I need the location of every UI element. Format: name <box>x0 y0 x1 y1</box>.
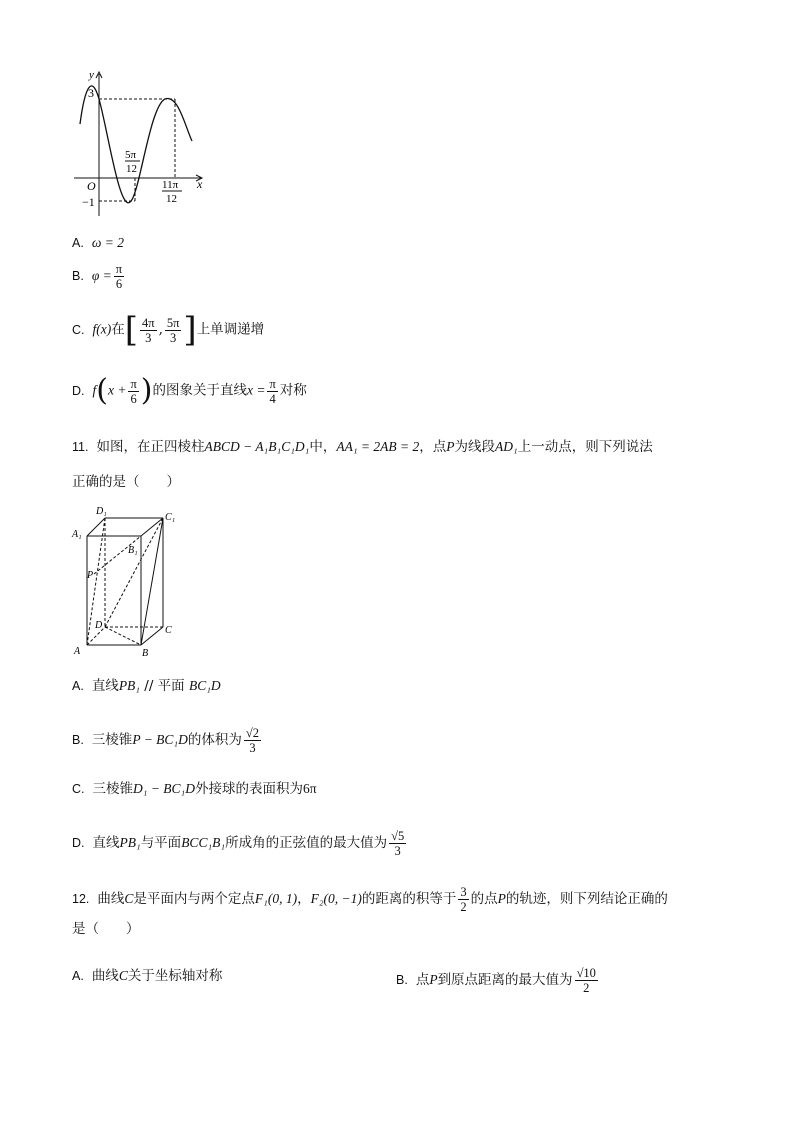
y-max-label: 3 <box>88 86 94 100</box>
fraction: $\frac{\pi}{6}$ <box>115 262 123 291</box>
x-axis-label: x <box>197 177 203 191</box>
svg-text:C₁: C₁ <box>165 512 176 523</box>
q11-stem-line1: 11. 如图，在正四棱柱ABCD − A₁B₁C₁D₁中，AA₁ = 2AB = 2，点P为线段AD₁上一动点，则下列说法 <box>72 439 653 455</box>
q12-option-a[interactable]: A. 曲线C关于坐标轴对称 <box>72 968 223 984</box>
q10-option-a[interactable]: A. ω = 2 <box>72 235 124 250</box>
y-min-label: −1 <box>82 195 95 209</box>
q10-option-b[interactable]: B. φ = $\frac{\pi}{6}$ <box>72 262 123 291</box>
q11-option-c[interactable]: C. 三棱锥D₁ − BC₁D外接球的表面积为6π <box>72 781 317 797</box>
q10-option-c[interactable]: C. f(x)在[ $\frac{4\pi}{3}$ , $\frac{5\pi}{3}$ ]上单调递增 <box>72 310 265 350</box>
q12-stem-line2: 是（ ） <box>72 921 140 937</box>
sine-graph-figure <box>70 66 210 218</box>
svg-text:B₁: B₁ <box>128 545 138 556</box>
q11-option-b[interactable]: B. 三棱锥P − BC₁D的体积为 $\frac{√2}{3}$ <box>72 726 259 755</box>
tick1-denominator: 12 <box>126 163 137 175</box>
svg-text:A: A <box>74 646 81 657</box>
y-axis-label: y <box>89 69 94 81</box>
q11-option-d[interactable]: D. 直线PB₁与平面BCC₁B₁所成角的正弦值的最大值为 $\frac{√5}{3}$ <box>72 829 405 858</box>
origin-label: O <box>87 179 96 193</box>
svg-text:A₁: A₁ <box>72 529 82 540</box>
tick1-numerator: 5π <box>125 149 137 161</box>
tick2-numerator: 11π <box>162 179 179 191</box>
q12-option-b[interactable]: B. 点P到原点距离的最大值为 $\frac{√10}{2}$ <box>396 966 596 995</box>
q11-stem-line2: 正确的是（ ） <box>72 474 180 490</box>
svg-text:C: C <box>165 625 172 636</box>
q10-option-d[interactable]: D. f(x + $\frac{\pi}{6}$ )的图象关于直线x = $\frac{\pi}{4}$ 对称 <box>72 373 307 408</box>
svg-text:D: D <box>95 620 103 631</box>
svg-text:B: B <box>142 648 149 659</box>
q11-option-a[interactable]: A. 直线PB₁ // 平面 BC₁D <box>72 678 221 694</box>
q12-stem-line1: 12. 曲线C是平面内与两个定点F₁(0, 1)，F₂(0, −1)的距离的积等于 $\frac{3}{2}$ 的点P的轨迹，则下列结论正确的 <box>72 885 668 914</box>
prism-figure <box>70 502 182 660</box>
svg-text:D₁: D₁ <box>96 506 107 517</box>
tick2-denominator: 12 <box>166 193 177 205</box>
svg-text:P: P <box>87 570 94 581</box>
